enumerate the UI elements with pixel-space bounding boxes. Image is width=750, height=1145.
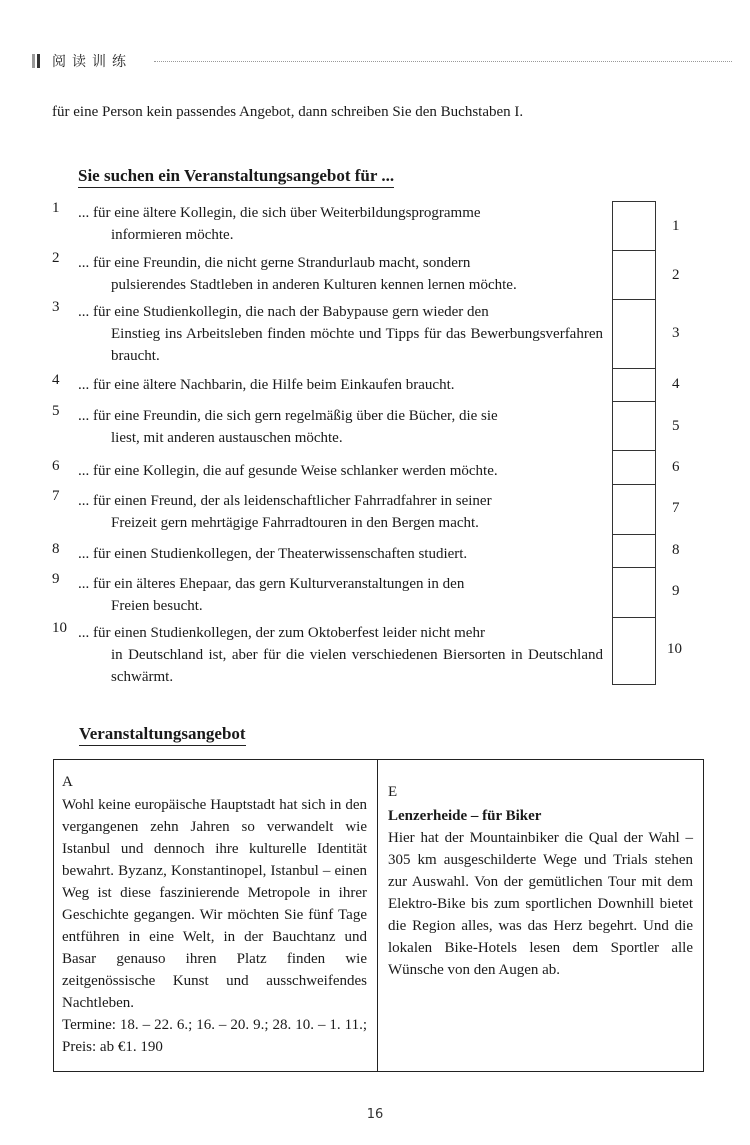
box-label-7: 7 (672, 500, 680, 516)
offer-letter: E (388, 784, 398, 800)
offer-letter: A (62, 774, 73, 790)
answer-box-1[interactable] (612, 201, 656, 251)
answer-box-6[interactable] (612, 450, 656, 485)
box-label-4: 4 (672, 376, 680, 392)
item-number: 2 (52, 250, 60, 266)
item-number: 5 (52, 403, 60, 419)
box-label-8: 8 (672, 542, 680, 558)
item-text: ... für ein älteres Ehepaar, das gern Kulturveranstaltungen in den Freien besucht. (78, 576, 465, 614)
answer-box-10[interactable] (612, 617, 656, 685)
item-number: 6 (52, 458, 60, 474)
offer-dates-price: Termine: 18. – 22. 6.; 16. – 20. 9.; 28. 10. – 1. 11.; Preis: ab €1. 190 (62, 1017, 367, 1055)
box-label-3: 3 (672, 325, 680, 341)
answer-box-3[interactable] (612, 299, 656, 369)
item-text: ... für eine Kollegin, die auf gesunde Weise schlanker werden möchte. (78, 463, 498, 479)
item-number: 1 (52, 200, 60, 216)
answer-box-7[interactable] (612, 484, 656, 535)
item-text: ... für eine ältere Kollegin, die sich über Weiterbildungsprogramme informieren möchte. (78, 205, 481, 243)
section-title-search: Sie suchen ein Veranstaltungsangebot für ... (78, 166, 394, 188)
item-text: ... für einen Freund, der als leidenschaftlicher Fahrradfahrer in seiner Freizeit gern mehrtägige Fahrradtouren in den Bergen macht. (78, 493, 492, 531)
answer-box-4[interactable] (612, 368, 656, 402)
item-number: 4 (52, 372, 60, 388)
item-number: 9 (52, 571, 60, 587)
box-label-1: 1 (672, 218, 680, 234)
page-number: 16 (366, 1107, 384, 1122)
box-label-2: 2 (672, 267, 680, 283)
answer-box-5[interactable] (612, 401, 656, 451)
item-text: ... für eine Studienkollegin, die nach der Babypause gern wieder den Einstieg ins Arbeitsleben finden möchte und Tipps für das Bewerbungsverfahren braucht. (78, 304, 603, 364)
item-text: ... für eine Freundin, die nicht gerne Strandurlaub macht, sondern pulsierendes Stadtleben in anderen Kulturen kennen lernen möchte. (78, 255, 517, 293)
header-rule (154, 61, 732, 62)
item-number: 10 (52, 620, 67, 636)
item-text: ... für einen Studienkollegen, der Theaterwissenschaften studiert. (78, 546, 468, 562)
item-text: ... für eine Freundin, die sich gern regelmäßig über die Bücher, die sie liest, mit anderen austauschen möchte. (78, 408, 498, 446)
offer-a (54, 760, 378, 1071)
answer-box-8[interactable] (612, 534, 656, 568)
box-label-5: 5 (672, 418, 680, 434)
offer-description: Hier hat der Mountainbiker die Qual der Wahl – 305 km ausgeschilderte Wege und Trials stehen zur Auswahl. Von der gemütlichen Tour mit dem Elektro-Bike bis zum sportlichen Downhill bietet die Region alles, was das Herz begehrt. Und die lokalen Bike-Hotels lesen dem Sportler alle Wünsche von den Augen ab. (388, 830, 693, 978)
item-number: 3 (52, 299, 60, 315)
offers-box (53, 759, 704, 1072)
offer-body (62, 794, 367, 1058)
header-bars-icon (32, 54, 46, 68)
answer-box-9[interactable] (612, 567, 656, 618)
offer-description: Wohl keine europäische Hauptstadt hat sich in den vergangenen zehn Jahren so verwandelt wie Istanbul und dennoch ihre kulturelle Identität bewahrt. Byzanz, Konstantinopel, Istanbul – einen Weg ist diese faszinierende Metropole in ihrer Geschichte gegangen. Wir möchten Sie fünf Tage entführen in eine Welt, in der Bauchtanz und Basar genauso ihren Platz finden wie zeitgenössische Kunst und ausschweifendes Nachtleben. (62, 797, 367, 1011)
box-label-10: 10 (667, 641, 682, 657)
answer-box-2[interactable] (612, 250, 656, 300)
item-number: 7 (52, 488, 60, 504)
item-text: ... für einen Studienkollegen, der zum Oktoberfest leider nicht mehr in Deutschland ist, aber für die vielen verschiedenen Biersorten in Deutschland schwärmt. (78, 625, 603, 685)
header-title: 阅读训练 (52, 54, 132, 70)
box-label-9: 9 (672, 583, 680, 599)
offer-subtitle: Lenzerheide – für Biker (388, 808, 542, 824)
box-label-6: 6 (672, 459, 680, 475)
offer-e (379, 760, 703, 1071)
offer-body (388, 805, 693, 981)
section-title-offers: Veranstaltungsangebot (79, 724, 246, 746)
page-header (32, 50, 732, 74)
item-text: ... für eine ältere Nachbarin, die Hilfe beim Einkaufen braucht. (78, 377, 455, 393)
intro-text: für eine Person kein passendes Angebot, dann schreiben Sie den Buchstaben I. (52, 104, 524, 120)
item-number: 8 (52, 541, 60, 557)
